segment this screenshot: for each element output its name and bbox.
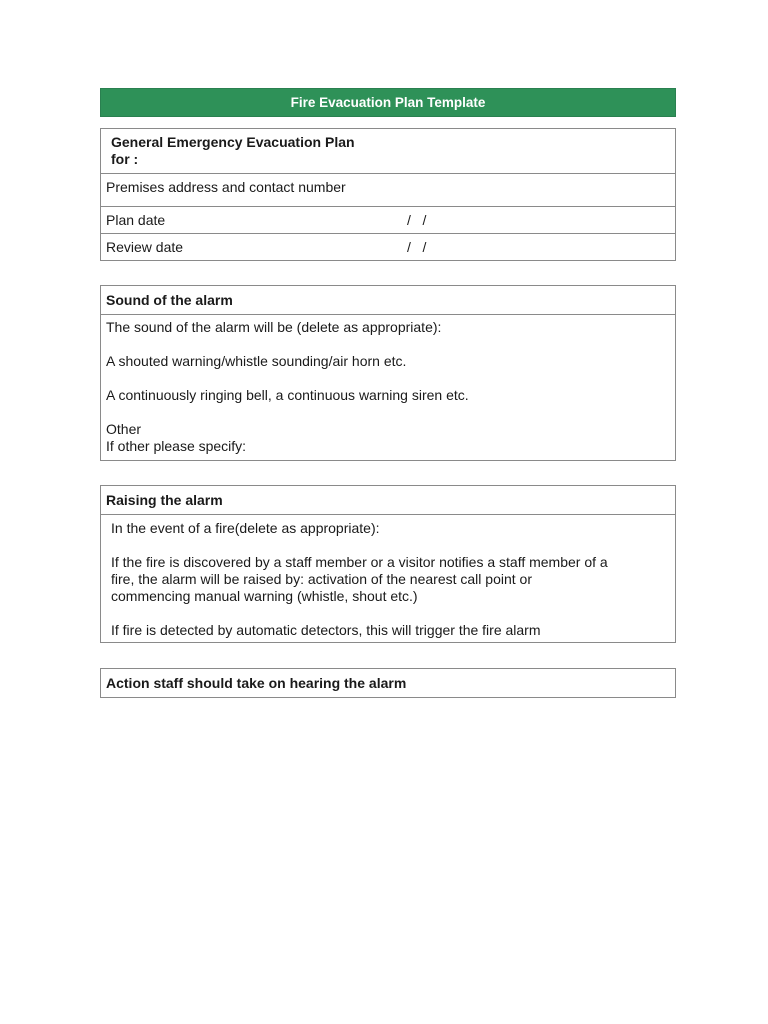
plan-date-label: Plan date (106, 212, 166, 228)
general-plan-table (100, 128, 676, 261)
sound-line: A continuously ringing bell, a continuous warning siren etc. (106, 387, 469, 403)
general-plan-heading-row (101, 129, 675, 173)
general-plan-heading: General Emergency Evacuation Plan for : (111, 134, 355, 167)
raising-alarm-heading: Raising the alarm (106, 492, 223, 508)
sound-line: If other please specify: (106, 438, 247, 454)
sound-alarm-table (100, 285, 676, 461)
raising-alarm-table (100, 485, 676, 643)
raising-para-2: If fire is detected by automatic detectors, this will trigger the fire alarm (111, 622, 541, 638)
plan-date-row (101, 206, 675, 233)
action-staff-table (100, 668, 676, 698)
sound-alarm-body (101, 314, 675, 460)
plan-date-value: / / (407, 212, 427, 228)
page-title: Fire Evacuation Plan Template (100, 88, 676, 117)
premises-row (101, 173, 675, 206)
review-date-value: / / (407, 239, 427, 255)
sound-alarm-heading: Sound of the alarm (106, 292, 233, 308)
review-date-row (101, 233, 675, 260)
premises-label: Premises address and contact number (106, 179, 346, 195)
raising-intro: In the event of a fire(delete as appropriate): (111, 520, 380, 536)
sound-line: Other (106, 421, 142, 437)
action-staff-heading: Action staff should take on hearing the alarm (106, 675, 407, 691)
raising-alarm-body (101, 514, 675, 642)
sound-line: The sound of the alarm will be (delete as appropriate): (106, 319, 442, 335)
review-date-label: Review date (106, 239, 184, 255)
sound-line: A shouted warning/whistle sounding/air horn etc. (106, 353, 407, 369)
raising-para-1: If the fire is discovered by a staff member or a visitor notifies a staff member of a fire, the alarm will be raised by: activation of the nearest call point or commencing manual warning (whistle, shout etc.) (111, 554, 608, 604)
